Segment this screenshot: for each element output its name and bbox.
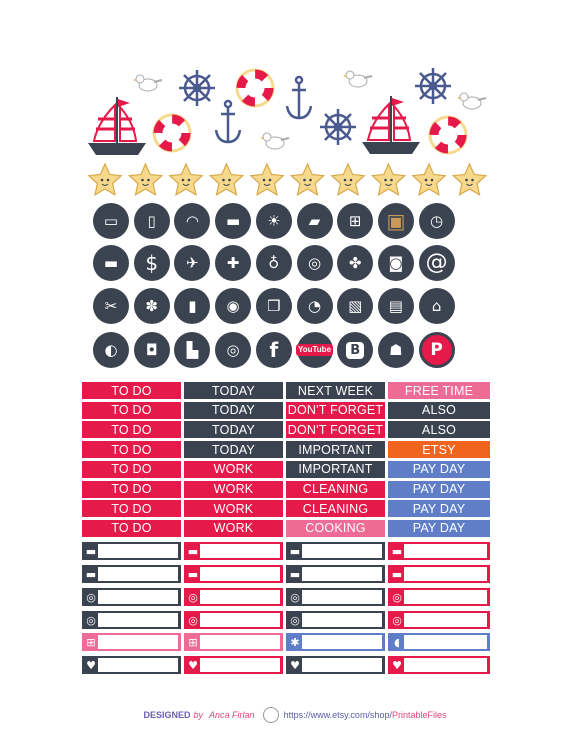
tv-icon: ▬	[289, 567, 301, 581]
write-area	[98, 567, 178, 581]
write-in-box	[82, 656, 181, 674]
paw-sticker	[337, 245, 373, 281]
anchor-icon	[287, 77, 311, 118]
card-sticker	[93, 245, 129, 281]
starfish-icon	[372, 164, 404, 195]
kettlebell-sticker	[215, 288, 251, 324]
mascot-icon	[263, 707, 279, 723]
tv-icon: ▬	[187, 544, 199, 558]
pizza-icon: ◔	[307, 296, 322, 315]
label-strip: WORK	[184, 500, 283, 517]
vacuum-sticker	[93, 332, 129, 368]
write-area	[302, 613, 382, 627]
write-area	[98, 658, 178, 672]
at-icon: @	[425, 250, 448, 275]
write-in-box	[82, 611, 181, 629]
snapchat-icon: ☗	[389, 340, 403, 359]
plane-sticker	[174, 245, 210, 281]
starfish-icon	[210, 164, 242, 195]
write-area	[404, 658, 487, 672]
at-sticker	[419, 245, 455, 281]
cart-icon: ⊞	[86, 635, 96, 649]
write-area	[302, 635, 382, 649]
label-strip: NEXT WEEK	[286, 382, 385, 399]
write-in-box	[286, 611, 385, 629]
write-in-box	[82, 633, 181, 651]
label-strip: TO DO	[82, 382, 181, 399]
phone-sticker	[134, 203, 170, 239]
label-strip: PAY DAY	[388, 481, 490, 498]
cart-icon: ⊞	[188, 635, 198, 649]
youtube-sticker	[297, 332, 333, 368]
anchor-icon	[216, 101, 240, 142]
write-in-box	[388, 633, 490, 651]
footer-designer: Anca Firlan	[209, 710, 255, 720]
label-strip: PAY DAY	[388, 461, 490, 478]
lightbulb-icon: ☀	[267, 211, 281, 230]
label-strip: TO DO	[82, 402, 181, 419]
write-area	[302, 590, 382, 604]
gift-icon: ❒	[267, 296, 281, 315]
write-area	[404, 567, 487, 581]
heart-icon: ♥	[392, 658, 402, 672]
tv-icon: ▬	[85, 567, 97, 581]
laptop-icon: ▭	[103, 211, 119, 230]
write-area	[98, 635, 178, 649]
starfish-icon	[129, 164, 161, 195]
label-strip: ALSO	[388, 421, 490, 438]
washer-sticker	[134, 332, 170, 368]
label-strip: CLEANING	[286, 481, 385, 498]
plate-icon: ◎	[188, 590, 198, 604]
nautical-stickers	[0, 0, 570, 200]
plate-icon: ◎	[307, 253, 322, 272]
ship-wheel-icon	[320, 109, 356, 145]
write-in-box	[286, 588, 385, 606]
youtube-icon: YouTube	[297, 345, 332, 354]
tv-icon: ▬	[187, 567, 199, 581]
starfish-icon	[291, 164, 323, 195]
plate-icon: ◎	[392, 613, 402, 627]
heart-icon: ♥	[290, 658, 300, 672]
vacuum-icon: ◐	[104, 340, 118, 359]
write-area	[98, 613, 178, 627]
wifi-sticker	[174, 203, 210, 239]
sailboat-icon	[362, 96, 420, 154]
tv-icon: ▬	[391, 544, 403, 558]
write-area	[404, 544, 487, 558]
dollar-icon: $	[145, 251, 159, 275]
label-strip: TODAY	[184, 421, 283, 438]
washer-icon: ◘	[145, 340, 158, 359]
write-in-box	[184, 611, 283, 629]
tv-icon: ▬	[289, 544, 301, 558]
grocery-bag-sticker	[378, 203, 414, 239]
write-in-box	[286, 542, 385, 560]
label-strip: TO DO	[82, 481, 181, 498]
ship-wheel-icon	[179, 70, 215, 106]
write-in-box	[184, 633, 283, 651]
tooth-sticker	[256, 245, 292, 281]
plate-icon: ◎	[392, 590, 402, 604]
label-strip: CLEANING	[286, 500, 385, 517]
gift-sticker	[256, 288, 292, 324]
write-in-box	[184, 656, 283, 674]
ship-wheel-icon	[415, 68, 451, 104]
plate-icon: ◎	[290, 590, 300, 604]
write-area	[302, 544, 382, 558]
laptop-sticker	[93, 203, 129, 239]
label-strip: TODAY	[184, 441, 283, 458]
house-icon: ⌂	[431, 296, 442, 315]
write-area	[200, 544, 280, 558]
write-area	[200, 635, 280, 649]
nail-polish-icon: ▮	[188, 296, 197, 315]
label-strip: DON'T FORGET	[287, 422, 384, 437]
phone-icon: ▯	[147, 211, 156, 230]
plate-icon: ◎	[86, 590, 96, 604]
palette-sticker	[134, 288, 170, 324]
lifebuoy-icon	[237, 70, 273, 106]
label-strip: COOKING	[286, 520, 385, 537]
write-in-box	[388, 588, 490, 606]
label-strip: WORK	[184, 461, 283, 478]
label-strip: TO DO	[82, 500, 181, 517]
label-strip: DON'T FORGET	[287, 403, 384, 418]
cart-icon: ⊞	[348, 211, 362, 230]
piggy-bank-icon: ◖	[394, 635, 400, 649]
seagull-icon	[457, 93, 486, 109]
scissors-icon: ✂	[104, 296, 118, 315]
seagull-icon	[133, 75, 162, 91]
label-strip: IMPORTANT	[286, 441, 385, 458]
write-area	[404, 590, 487, 604]
medkit-sticker	[215, 245, 251, 281]
footer-shop[interactable]: PrintableFiles	[391, 710, 447, 720]
label-strip: TO DO	[82, 441, 181, 458]
label-strip: TO DO	[82, 421, 181, 438]
write-in-box	[286, 633, 385, 651]
label-strip: PAY DAY	[388, 520, 490, 537]
lifebuoy-icon	[430, 117, 466, 153]
write-area	[200, 567, 280, 581]
label-strip: ALSO	[388, 402, 490, 419]
pinterest-icon: P	[430, 339, 443, 360]
label-strip: TODAY	[184, 382, 283, 399]
write-area	[200, 613, 280, 627]
instagram-sticker	[215, 332, 251, 368]
starfish-icon	[170, 164, 202, 195]
footer	[130, 703, 460, 727]
write-in-box	[388, 542, 490, 560]
medkit-icon: ✚	[226, 253, 240, 272]
kettlebell-icon: ◉	[226, 296, 240, 315]
starfish-icon	[453, 164, 485, 195]
write-in-box	[286, 656, 385, 674]
tv-icon: ▬	[226, 211, 241, 230]
spray-icon: ▙	[186, 340, 199, 359]
spray-sticker	[174, 332, 210, 368]
instagram-icon: ◎	[226, 340, 240, 359]
label-strip: WORK	[184, 520, 283, 537]
label-strip: TO DO	[82, 520, 181, 537]
seagull-icon	[343, 71, 372, 87]
write-in-box	[388, 656, 490, 674]
trash-sticker	[378, 288, 414, 324]
write-in-box	[184, 588, 283, 606]
plate-sticker	[297, 245, 333, 281]
write-in-box	[388, 611, 490, 629]
write-in-box	[184, 542, 283, 560]
label-strip: ETSY	[388, 441, 490, 458]
cart-sticker	[337, 203, 373, 239]
car-sticker	[297, 203, 333, 239]
clock-sticker	[419, 203, 455, 239]
heart-icon: ♥	[86, 658, 96, 672]
label-strip: PAY DAY	[388, 500, 490, 517]
facebook-sticker	[256, 332, 292, 368]
write-in-box	[82, 542, 181, 560]
photos-icon: ▧	[348, 296, 363, 315]
write-area	[200, 658, 280, 672]
tooth-icon: ♁	[268, 253, 280, 272]
clock-icon: ◷	[430, 211, 444, 230]
tv-icon: ▬	[391, 567, 403, 581]
footer-by: by	[193, 710, 204, 720]
label-strip: WORK	[184, 481, 283, 498]
write-area	[404, 613, 487, 627]
tv-sticker	[215, 203, 251, 239]
lightbulb-sticker	[256, 203, 292, 239]
plate-icon: ◎	[290, 613, 300, 627]
plate-icon: ◎	[86, 613, 96, 627]
snapchat-sticker	[378, 332, 414, 368]
write-in-box	[82, 588, 181, 606]
write-area	[302, 658, 382, 672]
heart-icon: ♥	[188, 658, 198, 672]
write-in-box	[388, 565, 490, 583]
card-icon: ▬	[103, 253, 119, 272]
nail-polish-sticker	[174, 288, 210, 324]
lifebuoy-icon	[154, 115, 190, 151]
starfish-icon	[332, 164, 364, 195]
starfish-icon	[89, 164, 121, 195]
starfish-icon	[251, 164, 283, 195]
tv-icon: ▬	[85, 544, 97, 558]
camera-sticker	[378, 245, 414, 281]
snowflake-icon: ✱	[290, 635, 300, 649]
blogger-sticker	[337, 332, 373, 368]
starfish-icon	[413, 164, 445, 195]
label-strip: IMPORTANT	[286, 461, 385, 478]
pinterest-sticker	[419, 332, 455, 368]
scissors-sticker	[93, 288, 129, 324]
footer-designed: DESIGNED	[143, 710, 191, 720]
sailboat-icon	[88, 97, 146, 155]
trash-icon: ▤	[388, 296, 403, 315]
pizza-sticker	[297, 288, 333, 324]
plane-icon: ✈	[186, 253, 199, 272]
write-area	[302, 567, 382, 581]
write-area	[200, 590, 280, 604]
write-in-box	[286, 565, 385, 583]
house-sticker	[419, 288, 455, 324]
footer-url[interactable]: https://www.etsy.com/shop/	[283, 710, 392, 720]
paw-icon: ✤	[348, 253, 362, 272]
plate-icon: ◎	[188, 613, 198, 627]
write-area	[98, 544, 178, 558]
grocery-bag-icon: ▣	[386, 209, 406, 233]
write-area	[404, 635, 487, 649]
palette-icon: ✽	[145, 296, 158, 315]
label-strip: TODAY	[184, 402, 283, 419]
blogger-icon: B	[346, 342, 364, 359]
car-icon: ▰	[308, 211, 321, 230]
write-in-box	[184, 565, 283, 583]
wifi-icon: ◠	[185, 211, 199, 230]
write-in-box	[82, 565, 181, 583]
dollar-sticker	[134, 245, 170, 281]
label-strip: FREE TIME	[388, 382, 490, 399]
label-strip: TO DO	[82, 461, 181, 478]
facebook-icon: f	[269, 338, 279, 362]
photos-sticker	[337, 288, 373, 324]
camera-icon: ◙	[388, 253, 404, 272]
seagull-icon	[260, 133, 289, 149]
write-area	[98, 590, 178, 604]
